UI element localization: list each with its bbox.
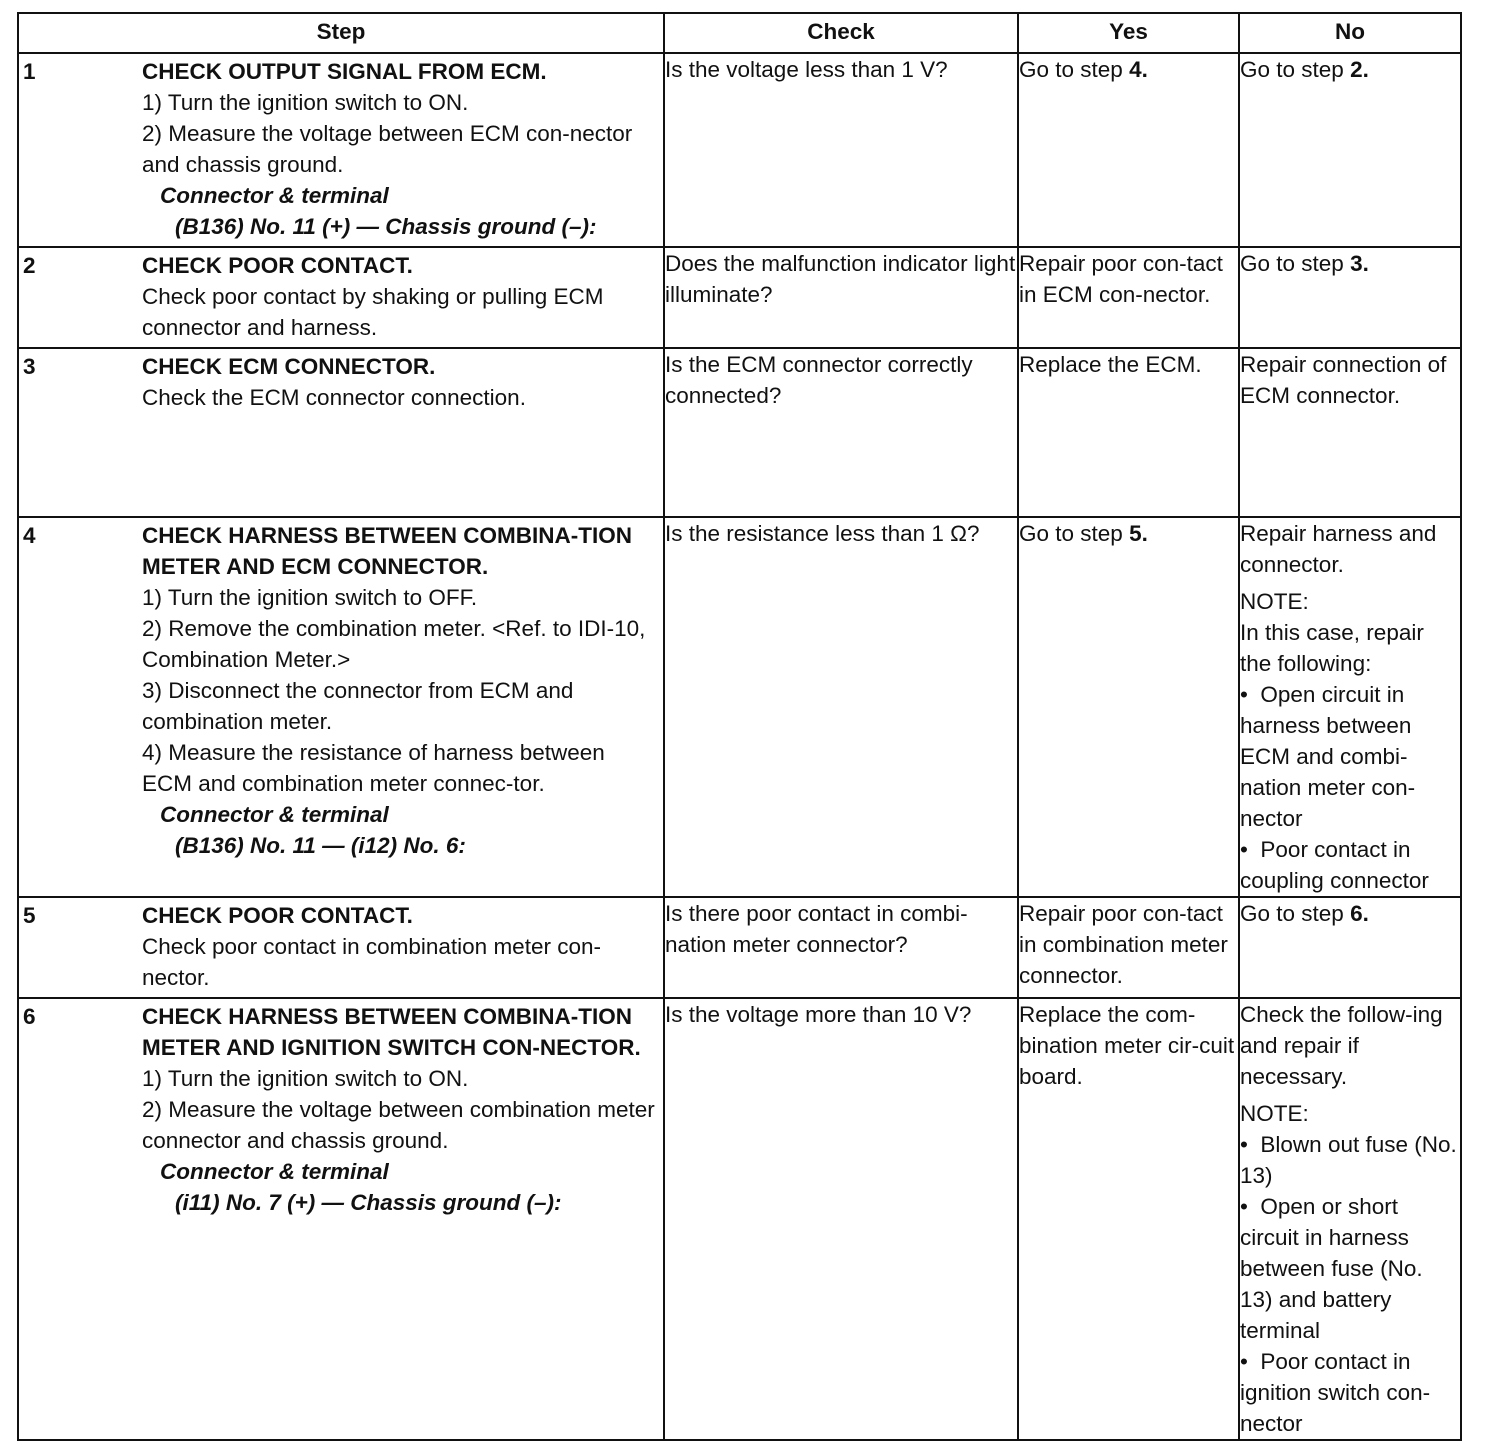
- step-title: CHECK HARNESS BETWEEN COMBINA-TION METER AND IGNITION SWITCH CON-NECTOR.: [142, 1004, 641, 1060]
- bullet: •: [1240, 1194, 1248, 1219]
- step-line: 1) Turn the ignition switch to OFF.: [142, 585, 478, 610]
- go-to-label: Go to step: [1019, 521, 1123, 546]
- list-item: • Blown out fuse (No. 13): [1240, 1132, 1457, 1188]
- table-row: [18, 998, 1461, 1440]
- step-ref: 3.: [1350, 251, 1369, 276]
- connector-heading: Connector & terminal: [160, 802, 389, 827]
- step-ref: 4.: [1129, 57, 1148, 82]
- connector-heading: Connector & terminal: [160, 183, 389, 208]
- no-cell: [1239, 517, 1461, 897]
- check-cell: Does the malfunction indicator light illuminate?: [664, 247, 1018, 348]
- no-text: Check the follow-ing and repair if necessary.: [1240, 1002, 1443, 1089]
- step-cell: [18, 53, 664, 247]
- step-line: 1) Turn the ignition switch to ON.: [142, 1066, 469, 1091]
- table-row: [18, 348, 1461, 517]
- check-cell: Is there poor contact in combi-nation meter connector?: [664, 897, 1018, 998]
- note-label: NOTE:: [1240, 1101, 1309, 1126]
- list-item: • Poor contact in coupling connector: [1240, 837, 1429, 893]
- step-line: 2) Remove the combination meter. <Ref. to IDI-10, Combination Meter.>: [142, 616, 646, 672]
- step-cell: [18, 998, 664, 1440]
- list-item: • Poor contact in ignition switch con-nector: [1240, 1349, 1431, 1436]
- list-item: • Open circuit in harness between ECM and combi-nation meter con-nector: [1240, 682, 1416, 831]
- header-check: Check: [664, 13, 1018, 53]
- go-to-label: Go to step: [1240, 251, 1344, 276]
- no-cell: [1239, 998, 1461, 1440]
- yes-cell: [1018, 517, 1239, 897]
- step-number: 3: [23, 354, 36, 379]
- note-intro: In this case, repair the following:: [1240, 620, 1424, 676]
- table-row: [18, 53, 1461, 247]
- check-cell: Is the resistance less than 1 Ω?: [664, 517, 1018, 897]
- step-title: CHECK POOR CONTACT.: [142, 253, 413, 278]
- yes-cell: [1018, 53, 1239, 247]
- step-title: CHECK HARNESS BETWEEN COMBINA-TION METER AND ECM CONNECTOR.: [142, 523, 633, 579]
- connector-terminal: (B136) No. 11 — (i12) No. 6:: [175, 833, 466, 858]
- note-label: NOTE:: [1240, 589, 1309, 614]
- step-number: 2: [23, 253, 36, 278]
- check-cell: Is the voltage less than 1 V?: [664, 53, 1018, 247]
- step-line: Check the ECM connector connection.: [142, 385, 526, 410]
- table-row: [18, 247, 1461, 348]
- bullet: •: [1240, 1132, 1248, 1157]
- header-yes: Yes: [1018, 13, 1239, 53]
- step-line: Check poor contact by shaking or pulling ECM connector and harness.: [142, 284, 604, 340]
- step-ref: 2.: [1350, 57, 1369, 82]
- check-cell: Is the voltage more than 10 V?: [664, 998, 1018, 1440]
- connector-terminal: (B136) No. 11 (+) — Chassis ground (–):: [175, 214, 597, 239]
- no-cell: [1239, 53, 1461, 247]
- step-line: 2) Measure the voltage between ECM con-nector and chassis ground.: [142, 121, 633, 177]
- connector-terminal: (i11) No. 7 (+) — Chassis ground (–):: [175, 1190, 562, 1215]
- step-line: 4) Measure the resistance of harness between ECM and combination meter connec-tor.: [142, 740, 605, 796]
- step-number: 6: [23, 1004, 36, 1029]
- step-ref: 6.: [1350, 901, 1369, 926]
- go-to-label: Go to step: [1240, 901, 1344, 926]
- no-text: Repair harness and connector.: [1240, 521, 1437, 577]
- table-row: [18, 517, 1461, 897]
- step-title: CHECK OUTPUT SIGNAL FROM ECM.: [142, 59, 547, 84]
- no-cell: [1239, 897, 1461, 998]
- bullet: •: [1240, 1349, 1248, 1374]
- bullet: •: [1240, 682, 1248, 707]
- step-line: 3) Disconnect the connector from ECM and combination meter.: [142, 678, 574, 734]
- header-step: Step: [18, 13, 664, 53]
- list-item: • Open or short circuit in harness between fuse (No. 13) and battery terminal: [1240, 1194, 1423, 1343]
- bullet: •: [1240, 837, 1248, 862]
- step-cell: [18, 348, 664, 517]
- diagnostic-table: [17, 12, 1462, 1441]
- step-cell: [18, 247, 664, 348]
- step-title: CHECK ECM CONNECTOR.: [142, 354, 436, 379]
- step-cell: [18, 517, 664, 897]
- no-cell: [1239, 247, 1461, 348]
- step-line: Check poor contact in combination meter con-nector.: [142, 934, 601, 990]
- table-header-row: [18, 13, 1461, 53]
- no-cell: Repair connection of ECM connector.: [1239, 348, 1461, 517]
- step-number: 5: [23, 903, 36, 928]
- yes-cell: Replace the ECM.: [1018, 348, 1239, 517]
- step-number: 1: [23, 59, 36, 84]
- step-line: 2) Measure the voltage between combination meter connector and chassis ground.: [142, 1097, 655, 1153]
- check-cell: Is the ECM connector correctly connected?: [664, 348, 1018, 517]
- step-line: 1) Turn the ignition switch to ON.: [142, 90, 469, 115]
- step-ref: 5.: [1129, 521, 1148, 546]
- yes-cell: Replace the com-bination meter cir-cuit board.: [1018, 998, 1239, 1440]
- connector-heading: Connector & terminal: [160, 1159, 389, 1184]
- go-to-label: Go to step: [1019, 57, 1123, 82]
- yes-cell: Repair poor con-tact in combination meter connector.: [1018, 897, 1239, 998]
- yes-cell: Repair poor con-tact in ECM con-nector.: [1018, 247, 1239, 348]
- step-number: 4: [23, 523, 36, 548]
- go-to-label: Go to step: [1240, 57, 1344, 82]
- table-row: [18, 897, 1461, 998]
- step-title: CHECK POOR CONTACT.: [142, 903, 413, 928]
- step-cell: [18, 897, 664, 998]
- header-no: No: [1239, 13, 1461, 53]
